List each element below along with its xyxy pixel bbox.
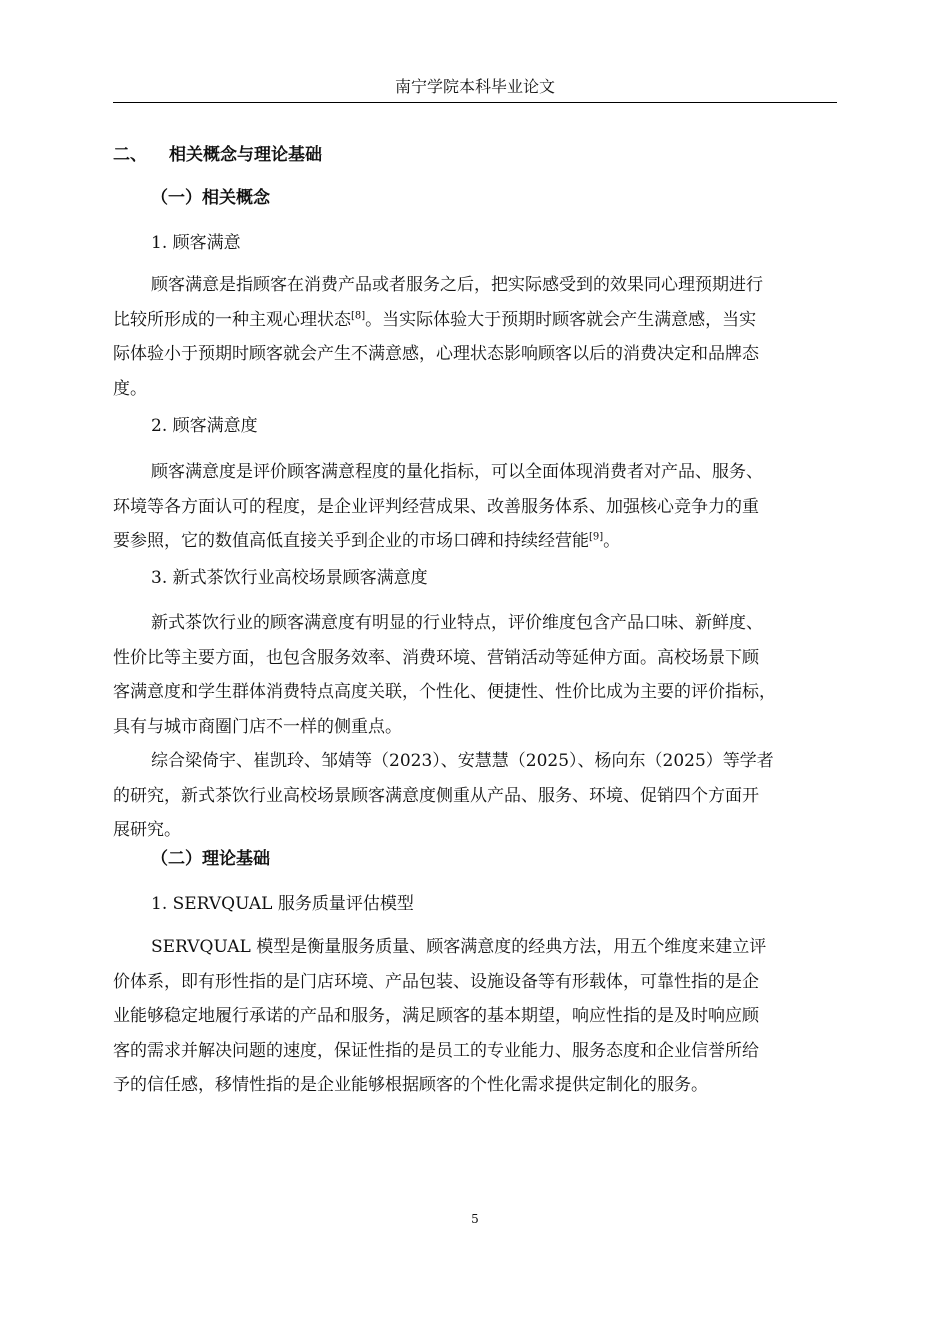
text-line: 环境等各方面认可的程度，是企业评判经营成果、改善服务体系、加强核心竞争力的重: [113, 496, 759, 517]
citation-ref: [8]: [351, 309, 366, 321]
section-number: 二、: [113, 145, 147, 165]
text-line: 比较所形成的一种主观心理状态[8]。当实际体验大于预期时顾客就会产生满意感，当实: [113, 309, 757, 330]
text-line: 性价比等主要方面，也包含服务效率、消费环境、营销活动等延伸方面。高校场景下顾: [113, 647, 759, 668]
text-line: 顾客满意度是评价顾客满意程度的量化指标，可以全面体现消费者对产品、服务、: [151, 462, 763, 482]
item-heading-servqual: 1. SERVQUAL 服务质量评估模型: [151, 894, 414, 914]
text-line: SERVQUAL 模型是衡量服务质量、顾客满意度的经典方法，用五个维度来建立评: [151, 937, 767, 957]
running-header: 南宁学院本科毕业论文: [394, 77, 555, 96]
paragraph-satisfaction-degree: [113, 455, 837, 559]
subsection-heading-concepts: （一）相关概念: [151, 188, 270, 208]
subsection-heading-theory: （二）理论基础: [151, 849, 270, 869]
text-line: 综合梁倚宇、崔凯玲、邹婧等（2023）、安慧慧（2025）、杨向东（2025）等学者: [151, 751, 774, 771]
text-line: 的研究，新式茶饮行业高校场景顾客满意度侧重从产品、服务、环境、促销四个方面开: [113, 785, 759, 806]
paragraph-tea-satisfaction: [113, 606, 837, 848]
text-line: 客满意度和学生群体消费特点高度关联，个性化、便捷性、性价比成为主要的评价指标，: [113, 682, 776, 702]
item-heading-satisfaction-degree: 2. 顾客满意度: [151, 416, 258, 436]
citation-ref: [9]: [589, 531, 604, 543]
item-heading-customer-satisfaction: 1. 顾客满意: [151, 233, 241, 253]
paragraph-customer-satisfaction: [113, 268, 837, 406]
text-line: 业能够稳定地履行承诺的产品和服务，满足顾客的基本期望，响应性指的是及时响应顾: [113, 1006, 759, 1026]
section-heading: [113, 141, 837, 169]
text-line: 展研究。: [113, 820, 181, 840]
text-line: 要参照，它的数值高低直接关乎到企业的市场口碑和持续经营能[9]。: [113, 531, 621, 551]
header-rule: [113, 102, 837, 103]
text-line: 新式茶饮行业的顾客满意度有明显的行业特点，评价维度包含产品口味、新鲜度、: [151, 613, 763, 633]
paragraph-servqual: [113, 930, 837, 1103]
text-line: 客的需求并解决问题的速度，保证性指的是员工的专业能力、服务态度和企业信誉所给: [113, 1040, 759, 1061]
section-title: 相关概念与理论基础: [169, 145, 322, 165]
text-line: 价体系，即有形性指的是门店环境、产品包装、设施设备等有形载体，可靠性指的是企: [113, 971, 759, 992]
text-line: 际体验小于预期时顾客就会产生不满意感，心理状态影响顾客以后的消费决定和品牌态: [113, 344, 759, 364]
page-number: 5: [471, 1212, 479, 1226]
item-heading-tea-satisfaction: 3. 新式茶饮行业高校场景顾客满意度: [151, 568, 428, 588]
text-line: 顾客满意是指顾客在消费产品或者服务之后，把实际感受到的效果同心理预期进行: [151, 275, 763, 295]
text-line: 予的信任感，移情性指的是企业能够根据顾客的个性化需求提供定制化的服务。: [113, 1075, 708, 1095]
text-line: 具有与城市商圈门店不一样的侧重点。: [113, 716, 402, 737]
text-line: 度。: [113, 378, 147, 399]
